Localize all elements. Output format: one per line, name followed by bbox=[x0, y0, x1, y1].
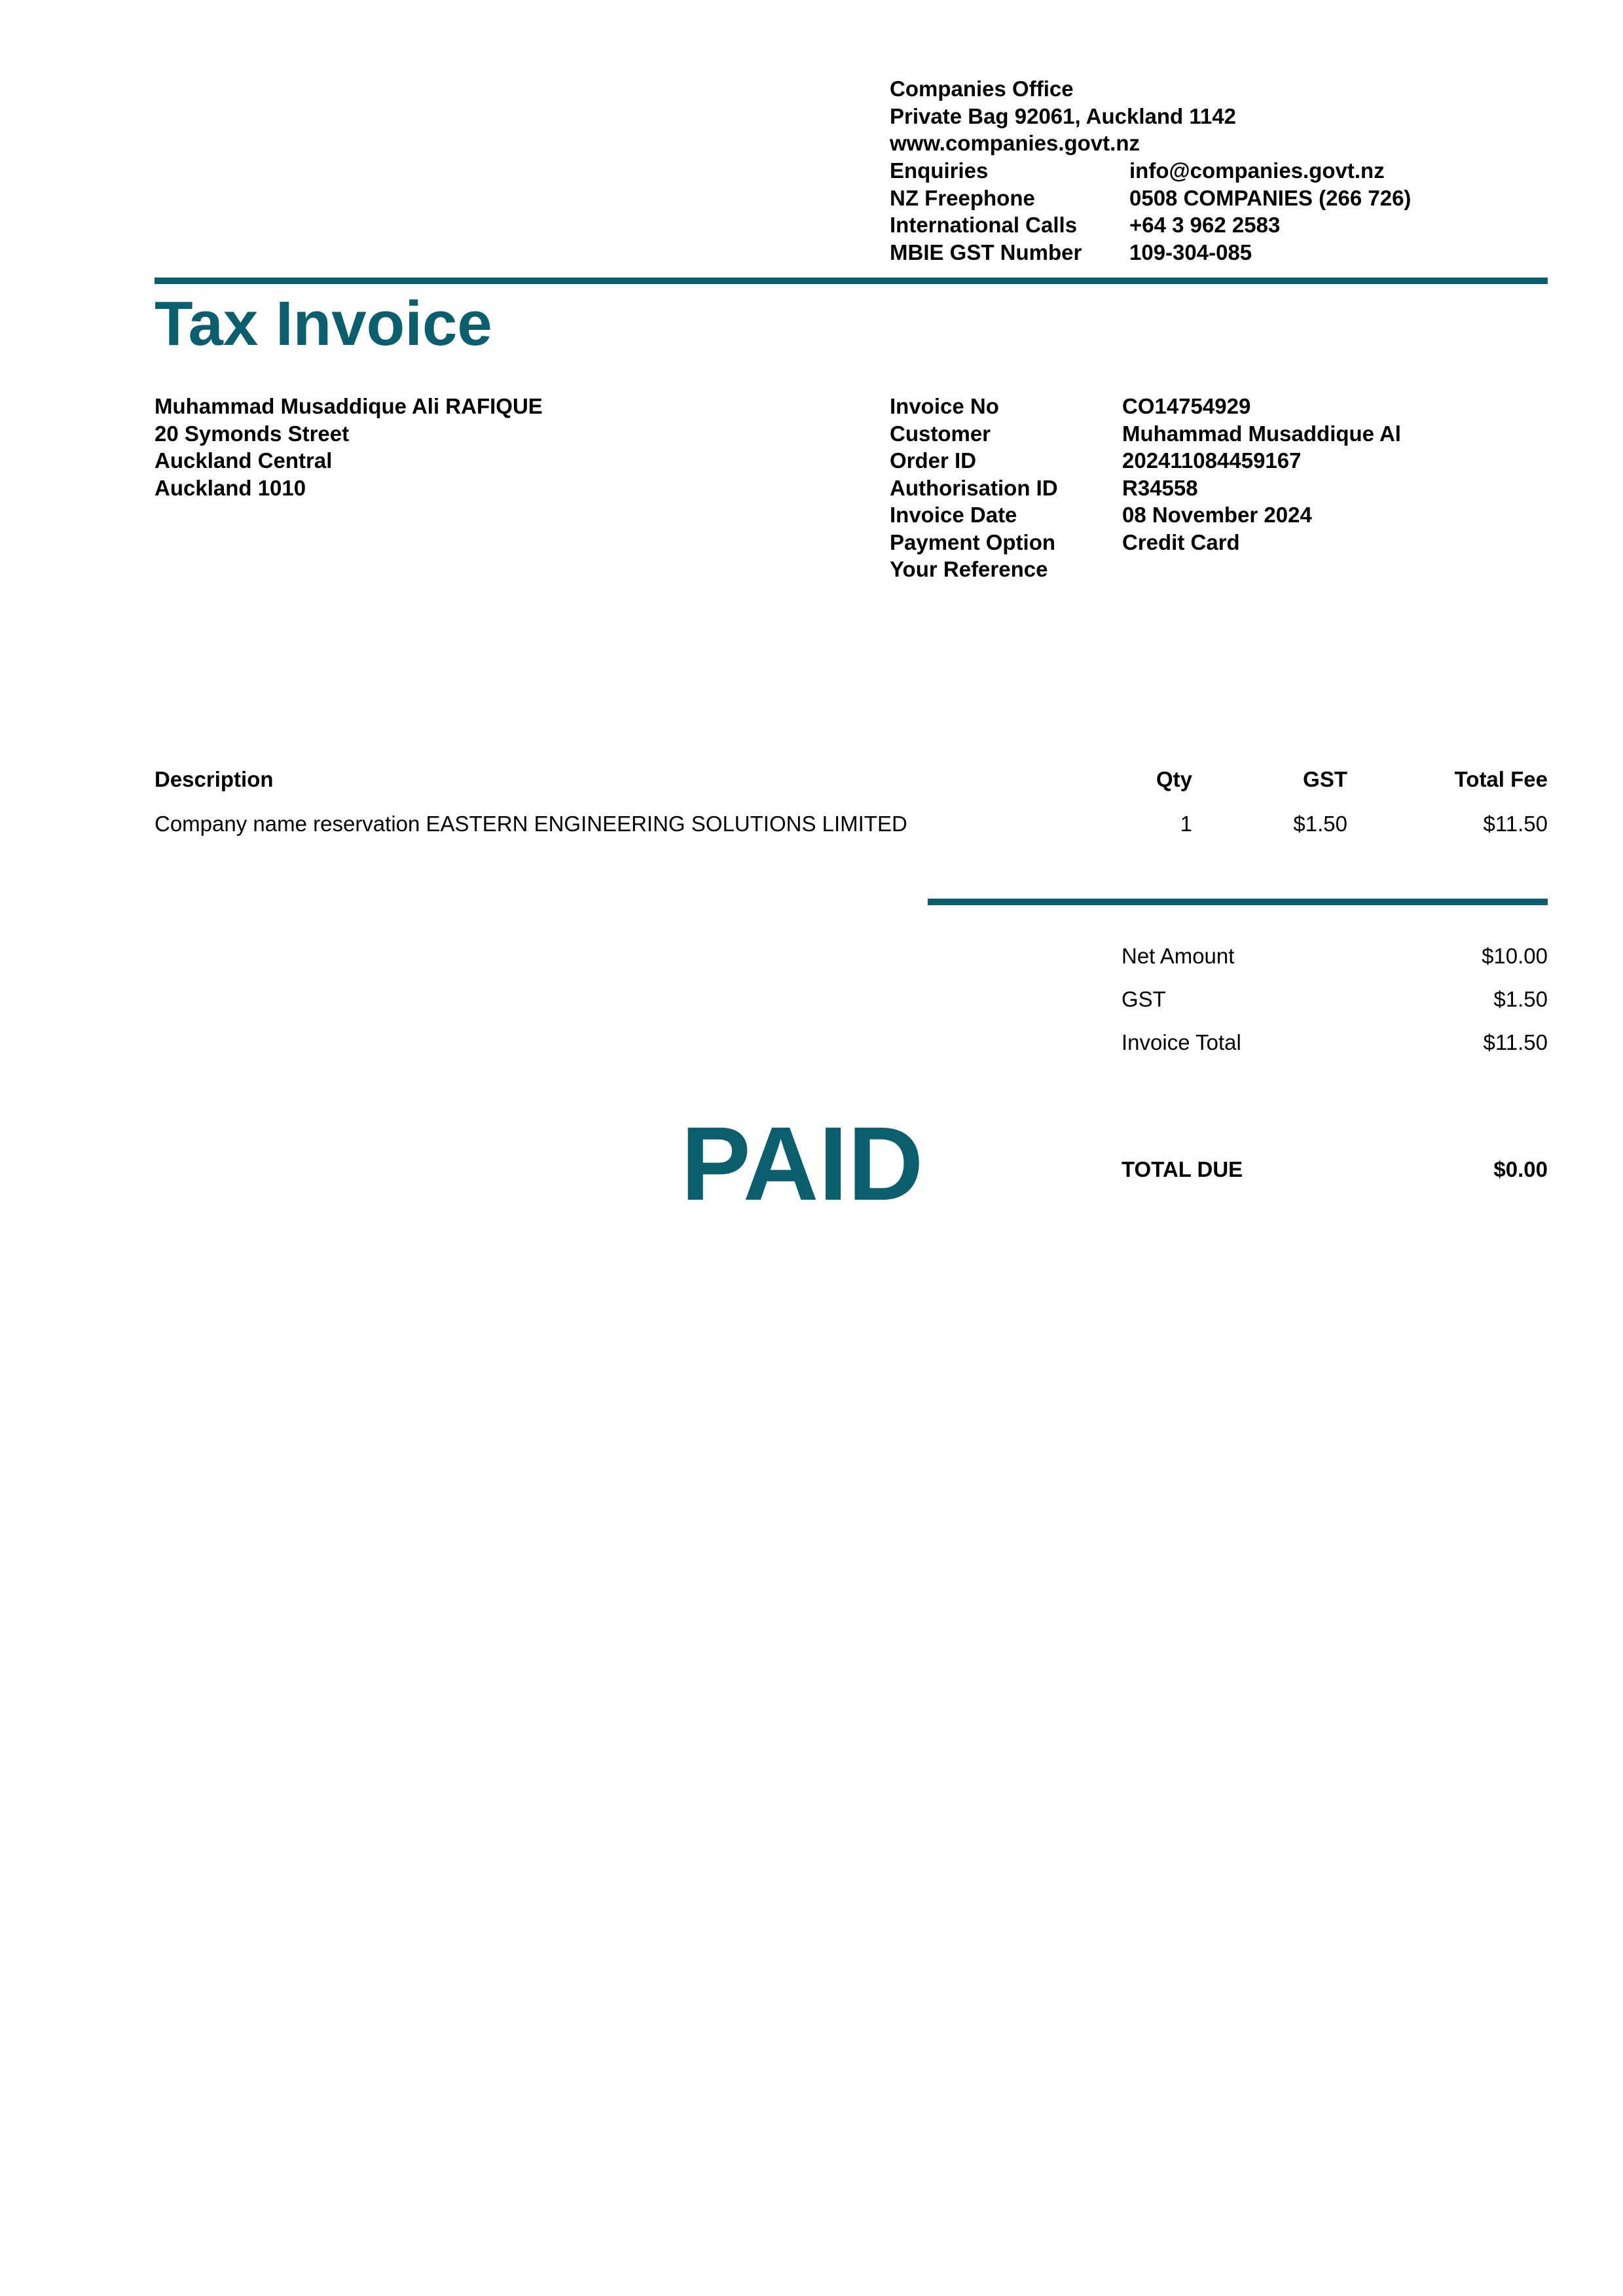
issuer-name: Companies Office bbox=[890, 77, 1074, 101]
detail-your-reference bbox=[890, 556, 1401, 583]
detail-authorisation-id bbox=[890, 475, 1401, 502]
detail-label: Authorisation ID bbox=[890, 475, 1058, 500]
detail-label: Payment Option bbox=[890, 529, 1056, 554]
header-qty: Qty bbox=[1156, 767, 1192, 791]
contact-row-gst-number bbox=[890, 239, 1411, 266]
contact-row-international bbox=[890, 211, 1411, 239]
contact-row-freephone bbox=[890, 185, 1411, 212]
row-description: Company name reservation EASTERN ENGINEERING SOLUTIONS LIMITED bbox=[155, 812, 907, 836]
row-qty: 1 bbox=[1180, 812, 1192, 836]
recipient-street: 20 Symonds Street bbox=[155, 421, 350, 446]
contact-row-enquiries bbox=[890, 157, 1411, 185]
summary-net-amount bbox=[1122, 942, 1548, 970]
summary-label: TOTAL DUE bbox=[1122, 1157, 1243, 1181]
summary-label: GST bbox=[1122, 987, 1166, 1011]
detail-invoice-no bbox=[890, 393, 1401, 420]
recipient-suburb: Auckland Central bbox=[155, 448, 333, 473]
detail-label: Your Reference bbox=[890, 557, 1048, 581]
contact-value: 109-304-085 bbox=[1129, 240, 1252, 264]
detail-label: Order ID bbox=[890, 448, 977, 473]
contact-value: info@companies.govt.nz bbox=[1129, 158, 1385, 183]
issuer-block bbox=[890, 75, 1236, 157]
issuer-contacts bbox=[890, 157, 1411, 266]
detail-value: 08 November 2024 bbox=[1122, 503, 1312, 527]
detail-value: CO14754929 bbox=[1122, 394, 1251, 418]
summary-value: $1.50 bbox=[1493, 987, 1548, 1011]
contact-value: +64 3 962 2583 bbox=[1129, 213, 1281, 237]
summary-value: $0.00 bbox=[1493, 1157, 1548, 1181]
summary-value: $11.50 bbox=[1483, 1030, 1548, 1054]
row-gst: $1.50 bbox=[1293, 812, 1347, 836]
issuer-address: Private Bag 92061, Auckland 1142 bbox=[890, 103, 1236, 128]
header-divider bbox=[155, 278, 1548, 284]
header-gst: GST bbox=[1303, 767, 1347, 791]
contact-label: MBIE GST Number bbox=[890, 240, 1082, 264]
summary-invoice-total bbox=[1122, 1029, 1548, 1056]
page-title: Tax Invoice bbox=[155, 289, 492, 359]
detail-customer bbox=[890, 420, 1401, 448]
paid-stamp: PAID bbox=[681, 1105, 924, 1222]
detail-label: Invoice No bbox=[890, 394, 999, 418]
detail-payment-option bbox=[890, 529, 1401, 556]
table-row bbox=[155, 810, 1548, 838]
detail-invoice-date bbox=[890, 501, 1401, 529]
issuer-website: www.companies.govt.nz bbox=[890, 131, 1140, 155]
recipient-name: Muhammad Musaddique Ali RAFIQUE bbox=[155, 394, 543, 418]
summary-label: Net Amount bbox=[1122, 944, 1235, 968]
detail-label: Invoice Date bbox=[890, 503, 1017, 527]
recipient-city: Auckland 1010 bbox=[155, 475, 306, 500]
contact-label: Enquiries bbox=[890, 158, 989, 183]
detail-value: R34558 bbox=[1122, 475, 1198, 500]
header-description: Description bbox=[155, 767, 274, 791]
summary-total-due bbox=[1122, 1156, 1548, 1183]
detail-order-id bbox=[890, 447, 1401, 475]
table-header bbox=[155, 766, 1548, 793]
header-total-fee: Total Fee bbox=[1454, 767, 1548, 791]
contact-label: NZ Freephone bbox=[890, 185, 1035, 210]
detail-value: Muhammad Musaddique Al bbox=[1122, 421, 1401, 446]
contact-label: International Calls bbox=[890, 213, 1078, 237]
row-total-fee: $11.50 bbox=[1483, 812, 1548, 836]
summary-value: $10.00 bbox=[1482, 944, 1548, 968]
invoice-details bbox=[890, 393, 1401, 583]
contact-value: 0508 COMPANIES (266 726) bbox=[1129, 185, 1412, 210]
detail-value: Credit Card bbox=[1122, 529, 1240, 554]
detail-label: Customer bbox=[890, 421, 991, 446]
summary-divider bbox=[928, 899, 1548, 905]
detail-value: 202411084459167 bbox=[1122, 448, 1302, 473]
recipient-address bbox=[155, 393, 543, 501]
summary-label: Invoice Total bbox=[1122, 1030, 1241, 1054]
summary-gst bbox=[1122, 986, 1548, 1013]
